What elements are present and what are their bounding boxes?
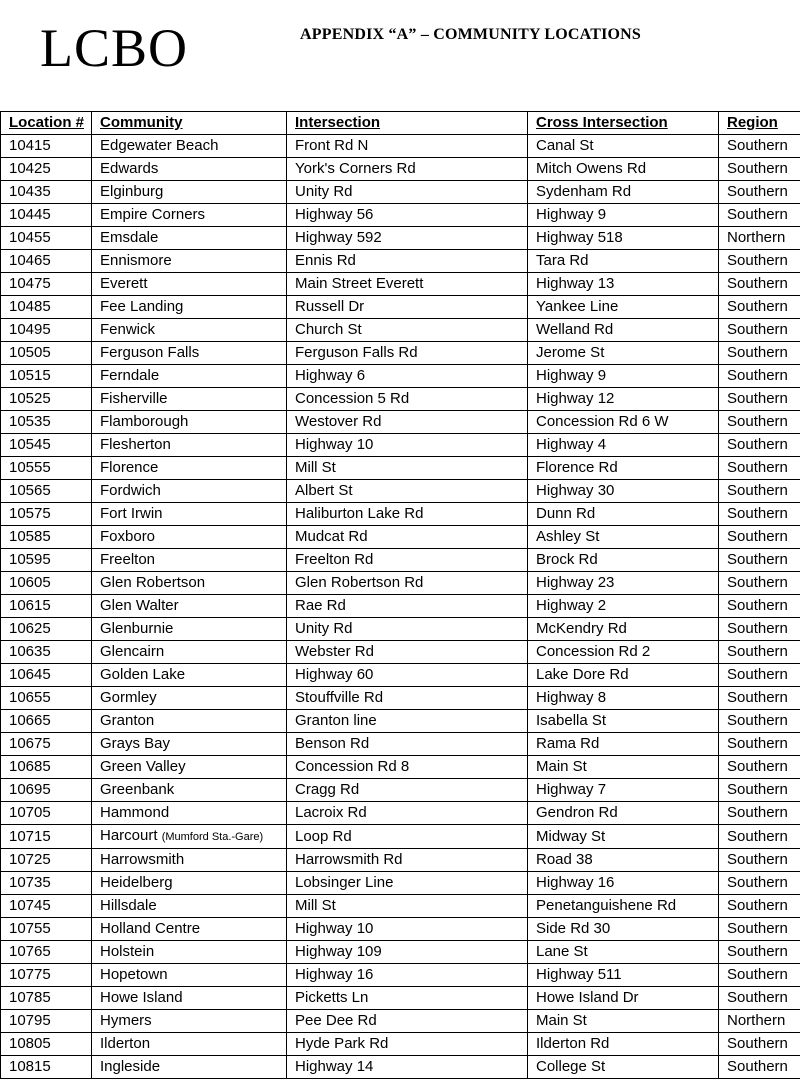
cell-location: 10745 xyxy=(1,895,92,918)
table-row xyxy=(1,1033,800,1056)
cell-region: Southern xyxy=(719,181,800,204)
table-row xyxy=(1,526,800,549)
cell-intersection: York's Corners Rd xyxy=(287,158,528,181)
cell-intersection: Highway 60 xyxy=(287,664,528,687)
cell-location: 10805 xyxy=(1,1033,92,1056)
cell-intersection: Front Rd N xyxy=(287,135,528,158)
cell-location: 10715 xyxy=(1,825,92,849)
table-row xyxy=(1,1010,800,1033)
community-name: Harcourt xyxy=(100,827,158,844)
cell-region: Southern xyxy=(719,365,800,388)
table-row xyxy=(1,664,800,687)
cell-cross-intersection: Rama Rd xyxy=(528,733,719,756)
cell-region: Southern xyxy=(719,872,800,895)
cell-intersection: Granton line xyxy=(287,710,528,733)
cell-region: Southern xyxy=(719,296,800,319)
cell-community: Glenburnie xyxy=(92,618,287,641)
cell-cross-intersection: Ashley St xyxy=(528,526,719,549)
cell-location: 10785 xyxy=(1,987,92,1010)
table-row xyxy=(1,941,800,964)
cell-cross-intersection: Highway 511 xyxy=(528,964,719,987)
cell-location: 10635 xyxy=(1,641,92,664)
cell-cross-intersection: Gendron Rd xyxy=(528,802,719,825)
cell-intersection: Webster Rd xyxy=(287,641,528,664)
cell-location: 10735 xyxy=(1,872,92,895)
cell-cross-intersection: Concession Rd 2 xyxy=(528,641,719,664)
cell-region: Southern xyxy=(719,158,800,181)
table-row xyxy=(1,388,800,411)
cell-region: Southern xyxy=(719,849,800,872)
table-row xyxy=(1,895,800,918)
cell-cross-intersection: Highway 13 xyxy=(528,273,719,296)
cell-intersection: Russell Dr xyxy=(287,296,528,319)
cell-region: Southern xyxy=(719,549,800,572)
cell-cross-intersection: Lake Dore Rd xyxy=(528,664,719,687)
cell-intersection: Haliburton Lake Rd xyxy=(287,503,528,526)
cell-location: 10605 xyxy=(1,572,92,595)
cell-region: Northern xyxy=(719,227,800,250)
cell-intersection: Picketts Ln xyxy=(287,987,528,1010)
cell-community: Fee Landing xyxy=(92,296,287,319)
page-title: APPENDIX “A” – COMMUNITY LOCATIONS xyxy=(300,26,642,43)
cell-intersection: Highway 14 xyxy=(287,1056,528,1079)
column-header-cross-intersection: Cross Intersection xyxy=(528,112,719,135)
cell-cross-intersection: Penetanguishene Rd xyxy=(528,895,719,918)
cell-location: 10475 xyxy=(1,273,92,296)
cell-region: Southern xyxy=(719,388,800,411)
column-header-region: Region xyxy=(719,112,800,135)
cell-location: 10585 xyxy=(1,526,92,549)
cell-location: 10545 xyxy=(1,434,92,457)
cell-community: Fordwich xyxy=(92,480,287,503)
cell-location: 10415 xyxy=(1,135,92,158)
column-header-intersection: Intersection xyxy=(287,112,528,135)
cell-cross-intersection: Jerome St xyxy=(528,342,719,365)
cell-community: Fort Irwin xyxy=(92,503,287,526)
community-note: (Mumford Sta.-Gare) xyxy=(161,831,264,843)
table-row xyxy=(1,365,800,388)
cell-community: Grays Bay xyxy=(92,733,287,756)
cell-community: Hopetown xyxy=(92,964,287,987)
cell-region: Southern xyxy=(719,941,800,964)
cell-region: Southern xyxy=(719,987,800,1010)
cell-community: Holland Centre xyxy=(92,918,287,941)
cell-region: Southern xyxy=(719,895,800,918)
cell-intersection: Lobsinger Line xyxy=(287,872,528,895)
cell-cross-intersection: Highway 30 xyxy=(528,480,719,503)
table-row xyxy=(1,273,800,296)
cell-location: 10455 xyxy=(1,227,92,250)
table-row xyxy=(1,756,800,779)
column-header-location: Location # xyxy=(1,112,92,135)
cell-intersection: Unity Rd xyxy=(287,181,528,204)
cell-region: Southern xyxy=(719,710,800,733)
table-row xyxy=(1,342,800,365)
cell-cross-intersection: Mitch Owens Rd xyxy=(528,158,719,181)
cell-cross-intersection: Howe Island Dr xyxy=(528,987,719,1010)
cell-intersection: Benson Rd xyxy=(287,733,528,756)
cell-cross-intersection: Highway 12 xyxy=(528,388,719,411)
cell-community: Glen Walter xyxy=(92,595,287,618)
cell-intersection: Unity Rd xyxy=(287,618,528,641)
cell-intersection: Ferguson Falls Rd xyxy=(287,342,528,365)
cell-cross-intersection: Tara Rd xyxy=(528,250,719,273)
table-row xyxy=(1,802,800,825)
table-row xyxy=(1,296,800,319)
cell-location: 10765 xyxy=(1,941,92,964)
cell-intersection: Main Street Everett xyxy=(287,273,528,296)
cell-cross-intersection: Yankee Line xyxy=(528,296,719,319)
table-row xyxy=(1,319,800,342)
cell-intersection: Highway 56 xyxy=(287,204,528,227)
cell-community: Ennismore xyxy=(92,250,287,273)
cell-intersection: Cragg Rd xyxy=(287,779,528,802)
cell-location: 10495 xyxy=(1,319,92,342)
cell-community xyxy=(92,825,287,849)
table-row xyxy=(1,849,800,872)
table-row xyxy=(1,480,800,503)
cell-community: Harrowsmith xyxy=(92,849,287,872)
cell-region: Southern xyxy=(719,480,800,503)
table-row xyxy=(1,457,800,480)
table-row xyxy=(1,918,800,941)
community-locations-table xyxy=(0,111,800,1079)
table-row xyxy=(1,987,800,1010)
cell-community: Ingleside xyxy=(92,1056,287,1079)
cell-community: Hillsdale xyxy=(92,895,287,918)
cell-community: Ferguson Falls xyxy=(92,342,287,365)
cell-cross-intersection: Side Rd 30 xyxy=(528,918,719,941)
table-row xyxy=(1,710,800,733)
cell-community: Glencairn xyxy=(92,641,287,664)
cell-intersection: Mill St xyxy=(287,895,528,918)
cell-region: Southern xyxy=(719,756,800,779)
cell-location: 10435 xyxy=(1,181,92,204)
cell-community: Flamborough xyxy=(92,411,287,434)
cell-cross-intersection: Highway 8 xyxy=(528,687,719,710)
cell-region: Southern xyxy=(719,572,800,595)
cell-location: 10465 xyxy=(1,250,92,273)
cell-cross-intersection: Highway 4 xyxy=(528,434,719,457)
cell-intersection: Stouffville Rd xyxy=(287,687,528,710)
cell-location: 10515 xyxy=(1,365,92,388)
table-row xyxy=(1,135,800,158)
cell-location: 10645 xyxy=(1,664,92,687)
table-row xyxy=(1,158,800,181)
cell-community: Empire Corners xyxy=(92,204,287,227)
cell-cross-intersection: Welland Rd xyxy=(528,319,719,342)
cell-community: Greenbank xyxy=(92,779,287,802)
cell-community: Ilderton xyxy=(92,1033,287,1056)
cell-cross-intersection: Road 38 xyxy=(528,849,719,872)
table-row xyxy=(1,964,800,987)
cell-location: 10485 xyxy=(1,296,92,319)
cell-location: 10445 xyxy=(1,204,92,227)
cell-intersection: Freelton Rd xyxy=(287,549,528,572)
cell-cross-intersection: Canal St xyxy=(528,135,719,158)
cell-intersection: Highway 10 xyxy=(287,434,528,457)
cell-location: 10575 xyxy=(1,503,92,526)
cell-cross-intersection: Florence Rd xyxy=(528,457,719,480)
table-row xyxy=(1,549,800,572)
cell-location: 10425 xyxy=(1,158,92,181)
cell-community: Hymers xyxy=(92,1010,287,1033)
cell-community: Edgewater Beach xyxy=(92,135,287,158)
cell-region: Southern xyxy=(719,733,800,756)
cell-location: 10675 xyxy=(1,733,92,756)
cell-cross-intersection: Sydenham Rd xyxy=(528,181,719,204)
cell-intersection: Pee Dee Rd xyxy=(287,1010,528,1033)
cell-region: Southern xyxy=(719,526,800,549)
cell-community: Green Valley xyxy=(92,756,287,779)
cell-location: 10505 xyxy=(1,342,92,365)
table-row xyxy=(1,227,800,250)
cell-region: Northern xyxy=(719,1010,800,1033)
cell-location: 10685 xyxy=(1,756,92,779)
table-row xyxy=(1,181,800,204)
cell-location: 10665 xyxy=(1,710,92,733)
table-row xyxy=(1,641,800,664)
table-row xyxy=(1,411,800,434)
cell-location: 10655 xyxy=(1,687,92,710)
cell-cross-intersection: McKendry Rd xyxy=(528,618,719,641)
cell-intersection: Harrowsmith Rd xyxy=(287,849,528,872)
cell-location: 10615 xyxy=(1,595,92,618)
cell-location: 10795 xyxy=(1,1010,92,1033)
cell-cross-intersection: Highway 9 xyxy=(528,204,719,227)
cell-community: Foxboro xyxy=(92,526,287,549)
cell-region: Southern xyxy=(719,135,800,158)
cell-cross-intersection: Highway 7 xyxy=(528,779,719,802)
cell-location: 10725 xyxy=(1,849,92,872)
cell-location: 10555 xyxy=(1,457,92,480)
table-row xyxy=(1,779,800,802)
cell-location: 10535 xyxy=(1,411,92,434)
cell-cross-intersection: Brock Rd xyxy=(528,549,719,572)
cell-intersection: Highway 109 xyxy=(287,941,528,964)
cell-cross-intersection: Highway 2 xyxy=(528,595,719,618)
cell-cross-intersection: College St xyxy=(528,1056,719,1079)
table-row xyxy=(1,825,800,849)
cell-cross-intersection: Highway 518 xyxy=(528,227,719,250)
cell-intersection: Hyde Park Rd xyxy=(287,1033,528,1056)
cell-cross-intersection: Highway 9 xyxy=(528,365,719,388)
cell-region: Southern xyxy=(719,618,800,641)
cell-intersection: Mudcat Rd xyxy=(287,526,528,549)
cell-location: 10525 xyxy=(1,388,92,411)
cell-intersection: Highway 10 xyxy=(287,918,528,941)
cell-region: Southern xyxy=(719,273,800,296)
table-row xyxy=(1,250,800,273)
table-row xyxy=(1,503,800,526)
cell-cross-intersection: Main St xyxy=(528,1010,719,1033)
cell-region: Southern xyxy=(719,595,800,618)
cell-location: 10775 xyxy=(1,964,92,987)
cell-region: Southern xyxy=(719,204,800,227)
cell-region: Southern xyxy=(719,825,800,849)
cell-intersection: Mill St xyxy=(287,457,528,480)
cell-cross-intersection: Highway 23 xyxy=(528,572,719,595)
cell-intersection: Loop Rd xyxy=(287,825,528,849)
cell-cross-intersection: Main St xyxy=(528,756,719,779)
cell-location: 10565 xyxy=(1,480,92,503)
cell-intersection: Concession 5 Rd xyxy=(287,388,528,411)
cell-cross-intersection: Dunn Rd xyxy=(528,503,719,526)
cell-intersection: Rae Rd xyxy=(287,595,528,618)
cell-location: 10815 xyxy=(1,1056,92,1079)
cell-cross-intersection: Isabella St xyxy=(528,710,719,733)
cell-community: Ferndale xyxy=(92,365,287,388)
table-row xyxy=(1,204,800,227)
cell-community: Golden Lake xyxy=(92,664,287,687)
cell-intersection: Ennis Rd xyxy=(287,250,528,273)
cell-community: Everett xyxy=(92,273,287,296)
cell-community: Heidelberg xyxy=(92,872,287,895)
cell-intersection: Concession Rd 8 xyxy=(287,756,528,779)
cell-cross-intersection: Ilderton Rd xyxy=(528,1033,719,1056)
cell-community: Flesherton xyxy=(92,434,287,457)
lcbo-logo: LCBO xyxy=(40,18,189,78)
cell-intersection: Church St xyxy=(287,319,528,342)
cell-location: 10695 xyxy=(1,779,92,802)
cell-region: Southern xyxy=(719,503,800,526)
table-row xyxy=(1,872,800,895)
cell-community: Gormley xyxy=(92,687,287,710)
cell-region: Southern xyxy=(719,319,800,342)
cell-community: Florence xyxy=(92,457,287,480)
cell-region: Southern xyxy=(719,457,800,480)
cell-region: Southern xyxy=(719,250,800,273)
cell-region: Southern xyxy=(719,1033,800,1056)
cell-community: Howe Island xyxy=(92,987,287,1010)
cell-region: Southern xyxy=(719,411,800,434)
cell-location: 10705 xyxy=(1,802,92,825)
column-header-community: Community xyxy=(92,112,287,135)
cell-region: Southern xyxy=(719,1056,800,1079)
cell-community: Fenwick xyxy=(92,319,287,342)
cell-region: Southern xyxy=(719,918,800,941)
cell-cross-intersection: Midway St xyxy=(528,825,719,849)
cell-location: 10595 xyxy=(1,549,92,572)
table-row xyxy=(1,572,800,595)
cell-region: Southern xyxy=(719,779,800,802)
cell-cross-intersection: Highway 16 xyxy=(528,872,719,895)
cell-intersection: Albert St xyxy=(287,480,528,503)
cell-location: 10625 xyxy=(1,618,92,641)
cell-community: Hammond xyxy=(92,802,287,825)
cell-intersection: Lacroix Rd xyxy=(287,802,528,825)
cell-location: 10755 xyxy=(1,918,92,941)
cell-region: Southern xyxy=(719,687,800,710)
table-row xyxy=(1,595,800,618)
cell-community: Granton xyxy=(92,710,287,733)
cell-intersection: Glen Robertson Rd xyxy=(287,572,528,595)
cell-region: Southern xyxy=(719,802,800,825)
cell-region: Southern xyxy=(719,434,800,457)
table-header-row xyxy=(1,112,800,135)
cell-community: Freelton xyxy=(92,549,287,572)
cell-community: Glen Robertson xyxy=(92,572,287,595)
cell-cross-intersection: Lane St xyxy=(528,941,719,964)
cell-region: Southern xyxy=(719,342,800,365)
cell-community: Fisherville xyxy=(92,388,287,411)
cell-intersection: Highway 16 xyxy=(287,964,528,987)
table-row xyxy=(1,687,800,710)
table-row xyxy=(1,618,800,641)
cell-intersection: Highway 6 xyxy=(287,365,528,388)
cell-community: Elginburg xyxy=(92,181,287,204)
cell-community: Edwards xyxy=(92,158,287,181)
cell-cross-intersection: Concession Rd 6 W xyxy=(528,411,719,434)
cell-region: Southern xyxy=(719,964,800,987)
cell-community: Holstein xyxy=(92,941,287,964)
cell-region: Southern xyxy=(719,664,800,687)
cell-intersection: Highway 592 xyxy=(287,227,528,250)
cell-intersection: Westover Rd xyxy=(287,411,528,434)
table-row xyxy=(1,1056,800,1079)
cell-community: Emsdale xyxy=(92,227,287,250)
table-row xyxy=(1,434,800,457)
table-row xyxy=(1,733,800,756)
cell-region: Southern xyxy=(719,641,800,664)
